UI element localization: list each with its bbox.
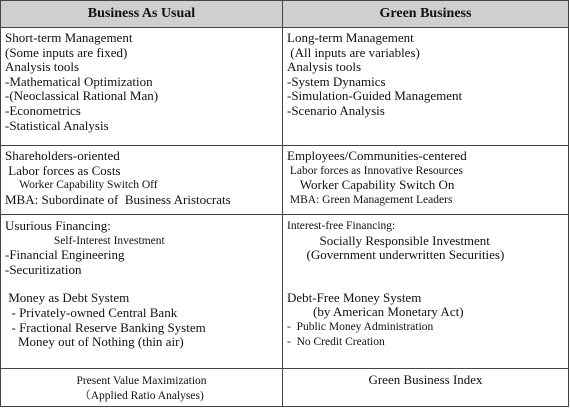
row-divider-3	[1, 368, 568, 369]
header-green-business: Green Business	[379, 6, 472, 21]
cell-line: Socially Responsible Investment	[287, 232, 490, 248]
cell-line: Green Business Index	[368, 372, 483, 387]
cell-line: Labor forces as Innovative Resources	[287, 164, 463, 177]
cell-line: Present Value Maximization	[76, 375, 207, 387]
cell-line: Debt-Free Money System	[287, 289, 422, 305]
row-divider-2	[1, 214, 568, 215]
row-divider-1	[1, 145, 568, 146]
cell-line: MBA: Subordinate of Business Aristocrats	[5, 191, 231, 207]
cell-line: -Scenario Analysis	[287, 102, 385, 118]
cell-line: Money as Debt System	[5, 290, 130, 306]
cell-line: -Financial Engineering	[5, 247, 125, 263]
cell-line: - Privately-owned Central Bank	[5, 304, 178, 320]
cell-line: -Econometrics	[5, 102, 81, 118]
cell-line: (All inputs are variables)	[287, 44, 420, 60]
cell-line: - No Credit Creation	[287, 335, 385, 348]
row-2-business-as-usual	[1, 149, 282, 207]
cell-line: Analysis tools	[5, 59, 80, 75]
cell-line: - Fractional Reserve Banking System	[5, 319, 206, 335]
cell-line: -Securitization	[5, 261, 82, 277]
cell-gap	[287, 277, 568, 291]
cell-line: Shareholders-oriented	[5, 148, 120, 163]
row-1-business-as-usual	[1, 31, 282, 133]
row-2-green-business	[283, 149, 568, 207]
cell-line: Interest-free Financing:	[287, 220, 396, 232]
cell-line: Analysis tools	[287, 59, 362, 75]
cell-line: MBA: Green Management Leaders	[287, 193, 453, 206]
cell-line: Employees/Communities-centered	[287, 148, 467, 163]
table-header	[1, 1, 568, 28]
cell-line: Self-Interest Investment	[5, 234, 165, 247]
cell-line: Labor forces as Costs	[5, 162, 121, 178]
cell-line: -Statistical Analysis	[5, 117, 109, 133]
cell-line: Short-term Management	[5, 30, 133, 45]
cell-line: (Government underwritten Securities)	[287, 247, 505, 263]
row-4-business-as-usual	[1, 374, 282, 403]
header-business-as-usual: Business As Usual	[87, 6, 196, 21]
row-3-business-as-usual	[1, 219, 282, 350]
cell-line: Money out of Nothing (thin air)	[5, 334, 184, 350]
cell-line: (Some inputs are fixed)	[5, 44, 128, 60]
cell-line: （Applied Ratio Analyses)	[79, 389, 204, 402]
cell-gap	[5, 277, 282, 291]
cell-line: Worker Capability Switch Off	[5, 179, 158, 192]
cell-line: Long-term Management	[287, 30, 414, 45]
cell-line: Worker Capability Switch On	[287, 177, 455, 193]
cell-line: Usurious Financing:	[5, 218, 111, 233]
cell-line: -Mathematical Optimization	[5, 73, 153, 89]
row-1-green-business	[283, 31, 568, 119]
cell-gap	[287, 263, 568, 277]
cell-line: (by American Monetary Act)	[287, 304, 464, 320]
cell-line: -(Neoclassical Rational Man)	[5, 88, 159, 104]
cell-line: -System Dynamics	[287, 73, 386, 89]
row-3-green-business	[283, 219, 568, 349]
row-4-green-business	[283, 373, 568, 388]
cell-line: - Public Money Administration	[287, 320, 434, 333]
cell-line: -Simulation-Guided Management	[287, 88, 463, 104]
